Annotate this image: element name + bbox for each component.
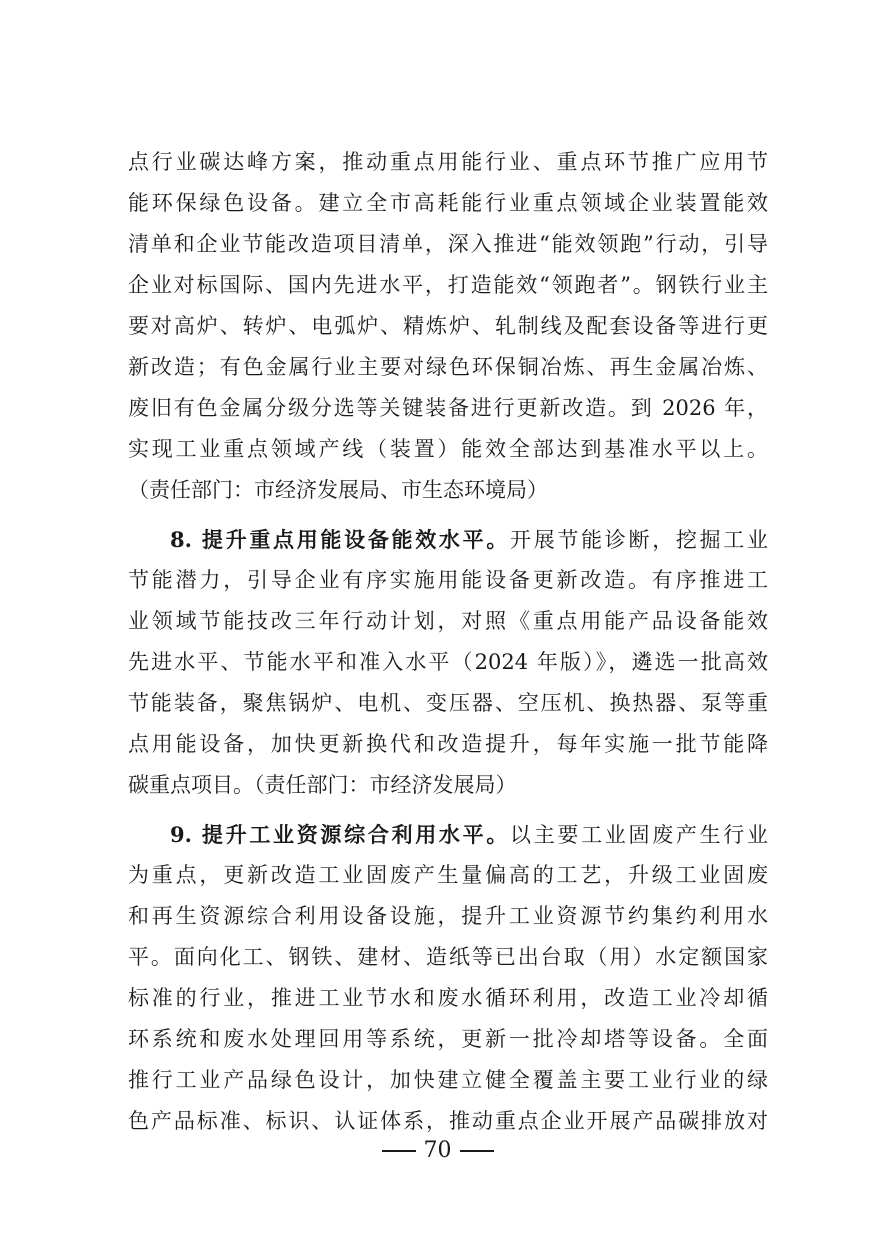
responsible-department-note: 碳重点项目。（责任部门：市经济发展局） <box>128 773 517 797</box>
paragraph-1-line: 废旧有色金属分级分选等关键装备进行更新改造。到 2026 年， <box>128 396 768 420</box>
page-number <box>0 1134 875 1168</box>
paragraph-1-line: 清单和企业节能改造项目清单，深入推进“能效领跑”行动，引导 <box>128 232 768 256</box>
paragraph-3-line: 平。面向化工、钢铁、建材、造纸等已出台取（用）水定额国家 <box>128 945 768 969</box>
paragraph-2-heading: 8. 提升重点用能设备能效水平。 <box>170 527 511 552</box>
paragraph-2-first-line <box>128 519 768 560</box>
body-text <box>128 142 768 1142</box>
paragraph-1-line: 能环保绿色设备。建立全市高耗能行业重点领域企业装置能效 <box>128 191 768 215</box>
page-number-dash-left <box>382 1150 416 1152</box>
paragraph-3-line: 和再生资源综合利用设备设施，提升工业资源节约集约利用水 <box>128 904 768 928</box>
page-number-dash-right <box>460 1150 494 1152</box>
paragraph-2-line: 业领域节能技改三年行动计划，对照《重点用能产品设备能效 <box>128 609 768 633</box>
paragraph-3-line: 色产品标准、标识、认证体系，推动重点企业开展产品碳排放对 <box>128 1109 768 1133</box>
paragraph-3-line: 环系统和废水处理回用等系统，更新一批冷却塔等设备。全面 <box>128 1027 768 1051</box>
responsible-department-note: （责任部门：市经济发展局、市生态环境局） <box>128 478 548 502</box>
paragraph-3-line: 为重点，更新改造工业固废产生量偏高的工艺，升级工业固废 <box>128 863 768 887</box>
paragraph-1-line: 要对高炉、转炉、电弧炉、精炼炉、轧制线及配套设备等进行更 <box>128 314 768 338</box>
paragraph-1-line: 点行业碳达峰方案，推动重点用能行业、重点环节推广应用节 <box>128 150 768 174</box>
paragraph-3-line: 标准的行业，推进工业节水和废水循环利用，改造工业冷却循 <box>128 986 768 1010</box>
paragraph-2-line: 点用能设备，加快更新换代和改造提升，每年实施一批节能降 <box>128 732 768 756</box>
paragraph-2-lead-text: 开展节能诊断，挖掘工业 <box>510 528 769 552</box>
paragraph-3-heading: 9. 提升工业资源综合利用水平。 <box>170 822 511 847</box>
paragraph-3-lead-text: 以主要工业固废产生行业 <box>510 823 769 847</box>
paragraph-2-line: 节能潜力，引导企业有序实施用能设备更新改造。有序推进工 <box>128 568 768 592</box>
paragraph-1-line: 实现工业重点领域产线（装置）能效全部达到基准水平以上。 <box>128 437 768 461</box>
paragraph-1-line: 新改造；有色金属行业主要对绿色环保铜冶炼、再生金属冶炼、 <box>128 355 768 379</box>
paragraph-3-first-line <box>128 814 768 855</box>
page-number-value: 70 <box>423 1138 452 1163</box>
paragraph-2-line: 先进水平、节能水平和准入水平（2024 年版）》，遴选一批高效 <box>128 650 768 674</box>
paragraph-2-line: 节能装备，聚焦锅炉、电机、变压器、空压机、换热器、泵等重 <box>128 691 768 715</box>
paragraph-3-line: 推行工业产品绿色设计，加快建立健全覆盖主要工业行业的绿 <box>128 1068 768 1092</box>
paragraph-1-line: 企业对标国际、国内先进水平，打造能效“领跑者”。钢铁行业主 <box>128 273 768 297</box>
